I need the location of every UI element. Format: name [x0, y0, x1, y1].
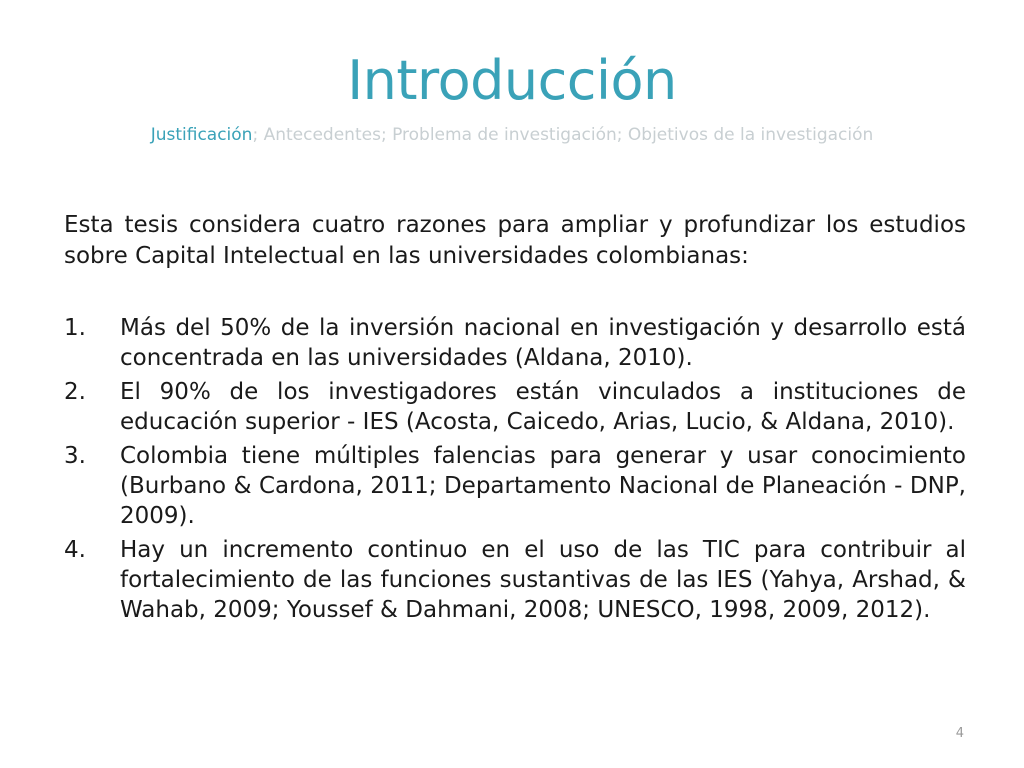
list-item-number: 1. [64, 315, 86, 341]
list-item [64, 535, 966, 625]
slide-title: Introducción [347, 49, 677, 112]
section-breadcrumb [0, 122, 1024, 148]
list-item-text: Hay un incremento continuo en el uso de las TIC para contribuir al fortalecimiento de las funciones sustantivas de las IES (Yahya, Arshad, & Wahab, 2009; Youssef & Dahmani, 2008; UNESCO, 1998, 2009, 2012). [120, 537, 966, 623]
page-number: 4 [955, 726, 964, 741]
list-item-number: 2. [64, 379, 86, 405]
breadcrumb-other-sections: ; Antecedentes; Problema de investigación; Objetivos de la investigación [252, 125, 874, 145]
list-item-text: Colombia tiene múltiples falencias para generar y usar conocimiento (Burbano & Cardona, 2011; Departamento Nacional de Planeación - DNP, 2009). [120, 443, 966, 529]
list-item [64, 441, 966, 531]
breadcrumb-current-section: Justificación [150, 125, 253, 145]
list-item-text: Más del 50% de la inversión nacional en investigación y desarrollo está concentrada en las universidades (Aldana, 2010). [120, 315, 966, 371]
list-item-number: 4. [64, 537, 86, 563]
list-item-text: El 90% de los investigadores están vinculados a instituciones de educación superior - IES (Acosta, Caicedo, Arias, Lucio, & Aldana, 2010). [120, 379, 966, 435]
reasons-list [64, 313, 966, 629]
intro-paragraph: Esta tesis considera cuatro razones para ampliar y profundizar los estudios sobre Capital Intelectual en las universidades colombianas: [64, 212, 966, 269]
list-item [64, 377, 966, 437]
list-item-number: 3. [64, 443, 86, 469]
list-item [64, 313, 966, 373]
